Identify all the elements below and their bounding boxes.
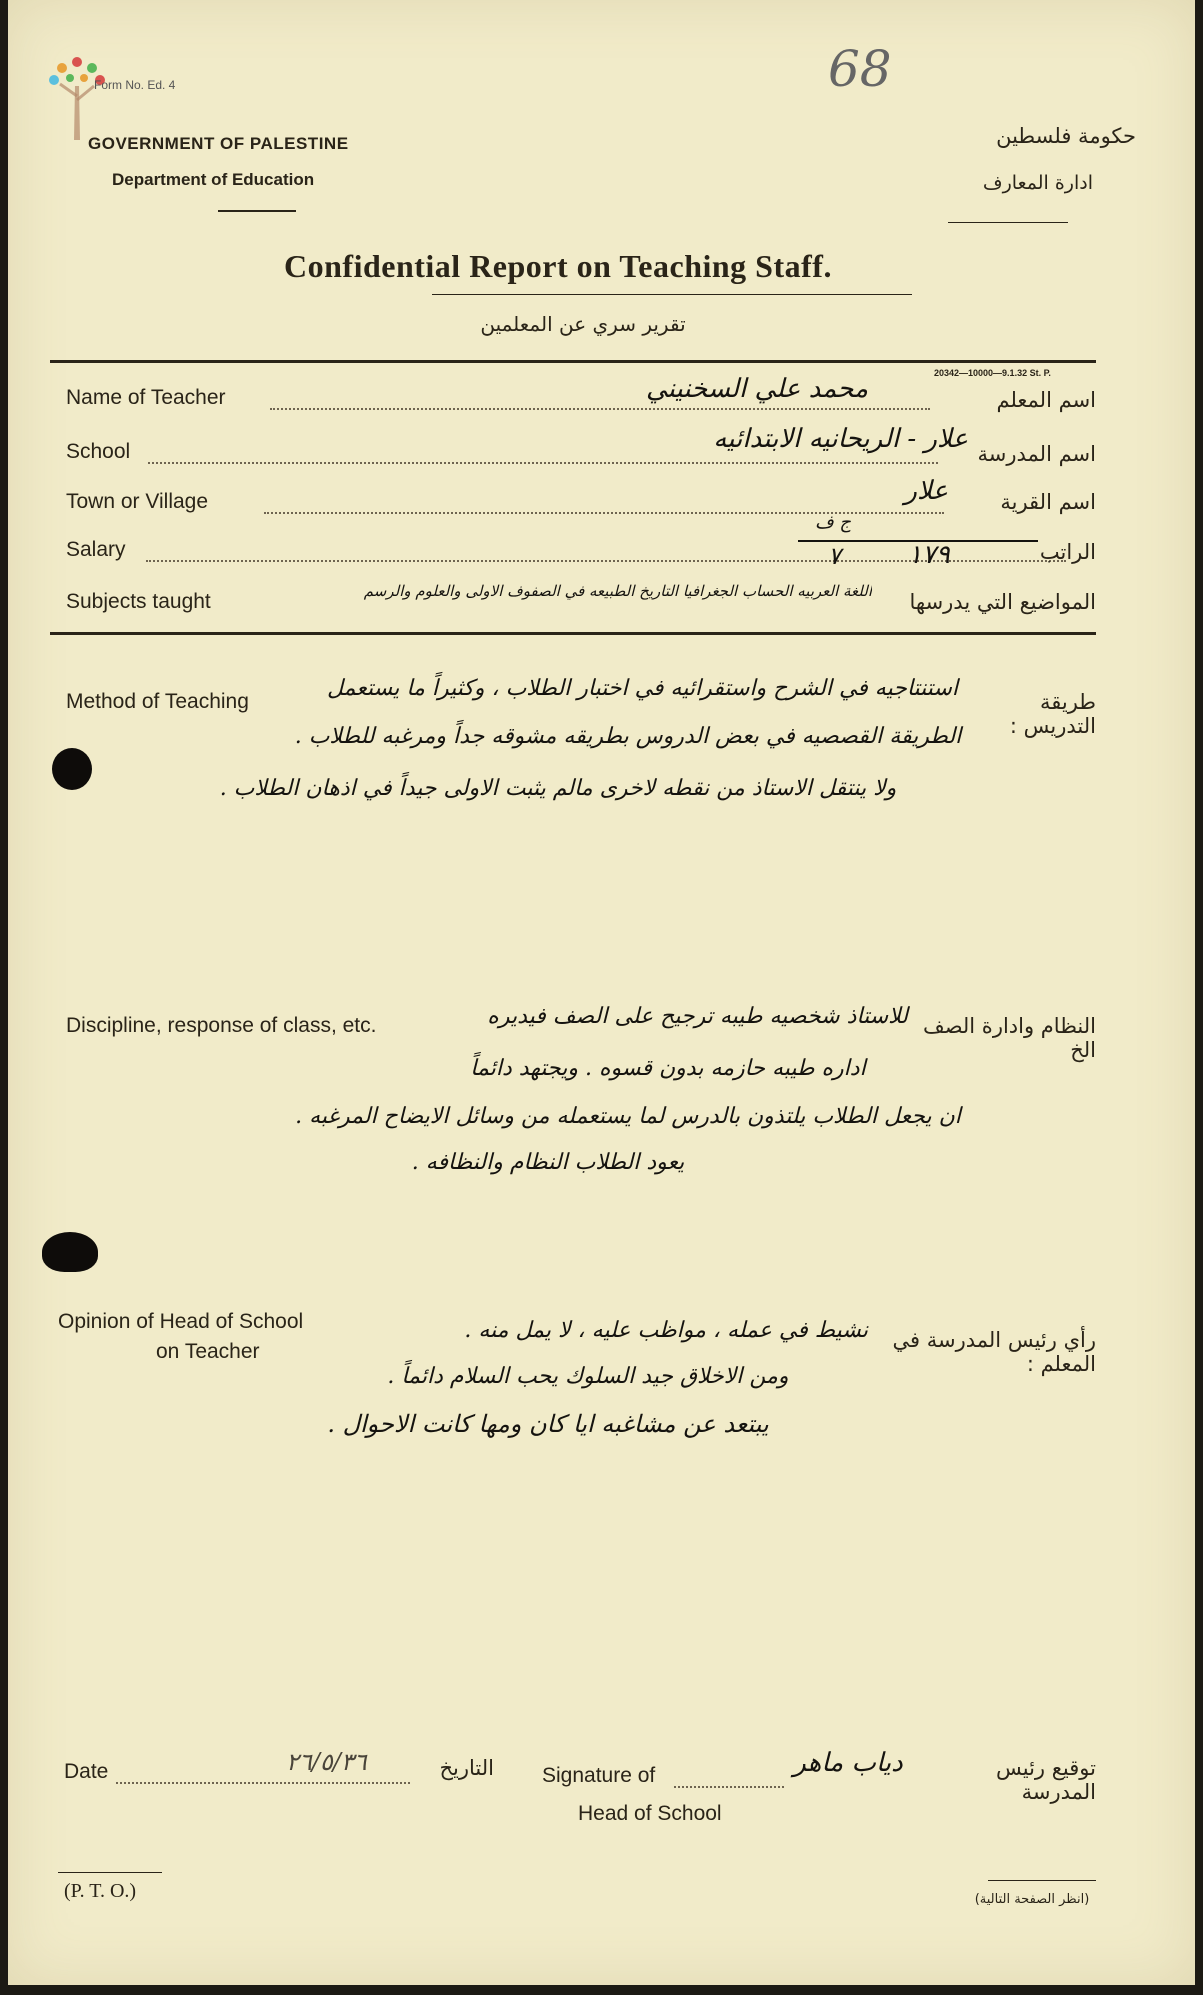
subjects-value: اللغة العربيه الحساب الجغرافيا التاريخ الطبيعه في الصفوف الاولى والعلوم والرسم [363, 582, 872, 600]
fields-bottom-rule [50, 632, 1096, 635]
method-line-2: الطريقة القصصيه في بعض الدروس بطريقه مشوقه جداً ومرغبه للطلاب . [294, 724, 962, 749]
opinion-line-3: يبتعد عن مشاغبه ايا كان ومها كانت الاحوال . [327, 1410, 769, 1438]
town-label-en: Town or Village [66, 490, 209, 513]
salary-unit-marks: ج ف [815, 512, 851, 533]
salary-value-other: ٧ [828, 542, 841, 570]
method-label-ar: طريقة التدريس : [1009, 690, 1096, 738]
pto-rule [58, 1872, 162, 1873]
discipline-line-3: ان يجعل الطلاب يلتذون بالدرس لما يستعمله من وسائل الايضاح المرغبه . [295, 1104, 961, 1129]
next-page-note-ar: (انظر الصفحة التالية) [974, 1892, 1090, 1907]
opinion-line-1: نشيط في عمله ، مواظب عليه ، لا يمل منه . [464, 1318, 868, 1343]
discipline-line-2: اداره طيبه حازمه بدون قسوه . ويجتهد دائماً [470, 1056, 866, 1081]
form-number: Form No. Ed. 4 [94, 78, 176, 92]
department-title-en: Department of Education [112, 170, 315, 189]
department-title-ar: ادارة المعارف [982, 172, 1093, 194]
teacher-name-value: محمد علي السخنيني [645, 374, 868, 404]
government-title-ar: حكومة فلسطين [996, 124, 1136, 148]
subjects-label-en: Subjects taught [66, 590, 211, 613]
teacher-name-label-ar: اسم المعلم [996, 388, 1096, 412]
punch-hole-bottom [42, 1232, 98, 1272]
salary-value-pounds: ١٧٩ [908, 540, 950, 570]
school-label-en: School [66, 440, 131, 463]
signature-value: دياب ماهر [793, 1748, 903, 1778]
print-reference: 20342—10000—9.1.32 St. P. [934, 368, 1051, 378]
discipline-label-ar: النظام وادارة الصف الخ [922, 1014, 1096, 1062]
method-line-3: ولا ينتقل الاستاذ من نقطه لاخرى مالم يثبت الاولى جيداً في اذهان الطلاب . [219, 776, 897, 801]
method-line-1: استنتاجيه في الشرح واستقرائيه في اختبار الطلاب ، وكثيراً ما يستعمل [327, 676, 958, 701]
opinion-label-ar: رأي رئيس المدرسة في المعلم : [892, 1328, 1096, 1376]
date-dotted-line [116, 1782, 410, 1784]
salary-label-en: Salary [66, 538, 126, 561]
opinion-label-en-1: Opinion of Head of School [58, 1310, 304, 1333]
method-label-en: Method of Teaching [66, 690, 249, 713]
signature-label-en-1: Signature of [542, 1764, 656, 1787]
school-dotted-line [148, 462, 938, 464]
town-label-ar: اسم القرية [1000, 490, 1096, 514]
teacher-name-dotted-line [270, 408, 930, 410]
teacher-name-label-en: Name of Teacher [66, 386, 226, 409]
archive-tree-logo [42, 48, 112, 148]
report-title-ar: تقرير سري عن المعلمين [480, 312, 686, 336]
date-label-en: Date [64, 1760, 109, 1783]
pto-text: (P. T. O.) [64, 1880, 137, 1902]
government-title-en: GOVERNMENT OF PALESTINE [88, 134, 349, 153]
salary-label-ar: الراتب [1039, 540, 1096, 564]
header-divider-left [218, 210, 296, 212]
opinion-label-en-2: on Teacher [156, 1340, 260, 1363]
town-value: علار [904, 476, 948, 506]
discipline-label-en: Discipline, response of class, etc. [66, 1014, 377, 1037]
page-number: 68 [828, 40, 892, 98]
school-value: علار - الريحانيه الابتدائيه [713, 424, 968, 454]
discipline-line-1: للاستاذ شخصيه طيبه ترجيح على الصف فيديره [487, 1004, 908, 1029]
document-page [8, 0, 1195, 1985]
signature-label-en-2: Head of School [578, 1802, 722, 1825]
report-title-en: Confidential Report on Teaching Staff. [284, 248, 832, 284]
date-value: ٢٦/٥/٣٦ [286, 1748, 367, 1776]
date-label-ar: التاريخ [439, 1756, 494, 1780]
punch-hole-top [52, 748, 92, 790]
signature-label-ar: توقيع رئيس المدرسة [995, 1756, 1096, 1804]
top-rule [50, 360, 1096, 363]
discipline-line-4: يعود الطلاب النظام والنظافه . [411, 1150, 685, 1175]
title-underline [432, 294, 912, 295]
opinion-line-2: ومن الاخلاق جيد السلوك يحب السلام دائماً . [387, 1364, 789, 1389]
school-label-ar: اسم المدرسة [977, 442, 1096, 466]
subjects-label-ar: المواضيع التي يدرسها [909, 590, 1096, 614]
signature-dotted-line [674, 1786, 784, 1788]
next-page-rule [988, 1880, 1096, 1881]
header-divider-right [948, 222, 1068, 223]
